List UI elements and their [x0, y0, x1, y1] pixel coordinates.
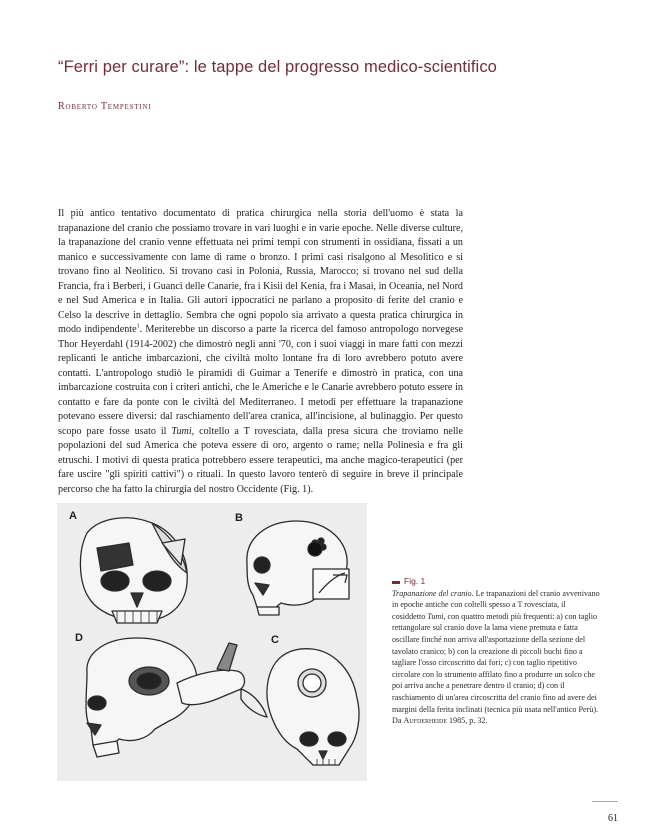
panel-label-c: C — [271, 634, 279, 646]
skull-d — [86, 638, 267, 757]
caption-source-ref: 1985, p. 32. — [446, 716, 488, 726]
caption-head-row — [392, 576, 600, 588]
caption-marker-icon — [392, 581, 400, 584]
skull-a — [80, 518, 187, 623]
body-text-part-2: . Meriterebbe un discorso a parte la ricerca del famoso antropologo norvegese Thor Heyerdahl (1914-2002) che dimostrò negli anni '70, con i suoi viaggi in mare fatti con mezzi replicanti le antiche imbarcazioni, che civiltà molto lontane fra di loro avrebbero potuto avere contatti. L'antropologo studiò le piramidi di Guimar a Tenerife e dimostrò in pratica, con una imbarcazione costruita con i criteri antichi, che le Americhe e le Canarie avrebbero potuto essere in contatto e fare da ponte con le civiltà del Mediterraneo. I metodi per effettuare la trapanazione potevano essere diversi: dal raschiamento dell'area cranica, all'incisione, al bulinaggio. Per questo scopo pare fosse usato il — [58, 324, 464, 437]
body-text-part-1: Il più antico tentativo documentato di pratica chirurgica nella storia dell'uomo è stata la trapanazione del cranio che possiamo trovare in vari luoghi e in varie epoche. Nelle diverse culture, la trapanazione del cranio venne effettuata nei primi tempi con strumenti in ossidiana, fissati a un manico e successivamente con lame di rame o bronzo. I primi casi risalgono al Mesolitico e si trovano fino al Neolitico. Si trovano casi in Polonia, Russia, Marocco; si trovano nel sud della Francia, fra i Berberi, i Guanci delle Canarie, fra i Kisii del Kenia, fra i Masai, in Oceania, nel Nord e nel Sud America e in Italia. Gli autori ippocratici ne parlano a proposito di ferite del cranio e Celso la descrive in dettaglio. Sembra che ogni popolo sia arrivato a questa pratica chirurgica in modo indipendente — [58, 208, 463, 335]
page-number-rule — [592, 801, 618, 802]
body-paragraph — [58, 207, 463, 497]
body-text-part-3: , coltello a T rovesciata, dalla presa sicura che troviamo nelle popolazioni del sud America che poteva essere di oro, argento o rame; nella Polinesia e fra gli etruschi. I motivi di questa pratica potrebbero essere terapeutici, ma anche magico-terapeutici (per fare uscire "gli spiriti cattivi") o rituali. In questo lavoro tenterò di seguire in breve il principale percorso che ha fatto la chirurgia del nostro Occidente (Fig. 1). — [58, 425, 463, 495]
caption-tumi: Tumi — [427, 611, 444, 621]
caption-title: Trapanazione del cranio — [392, 588, 472, 598]
skull-c — [267, 649, 359, 765]
article-author: Roberto Tempestini — [58, 101, 152, 112]
article-title: “Ferri per curare”: le tappe del progresso medico-scientifico — [58, 58, 497, 76]
panel-label-b: B — [235, 512, 243, 524]
figure-caption — [392, 576, 600, 727]
skull-b — [247, 521, 349, 615]
caption-source-name: Aufderheide — [403, 716, 447, 726]
panel-label-d: D — [75, 632, 83, 644]
skull-trepanation-figure — [57, 503, 367, 781]
caption-text — [392, 588, 600, 727]
footnote-ref[interactable]: 1 — [136, 323, 140, 330]
caption-head: Fig. 1 — [404, 576, 426, 586]
caption-part-1: . Le trapanazioni del cranio avvenivano in epoche antiche con coltelli spesso a T rovesciata, il cosiddetto — [392, 588, 600, 621]
page-number: 61 — [608, 813, 618, 824]
skull-illustration — [57, 503, 367, 781]
panel-label-a: A — [69, 510, 77, 522]
tumi-term: Tumi — [171, 425, 192, 437]
caption-part-2: , con quattro metodi più frequenti: a) con taglio rettangolare sul cranio dove la lama viene premuta e fatta oscillare finché non arriva all'asportazione della sezione del tavolato cranico; b) con la creazione di piccoli buchi fino a tagliare l'osso circoscritto dai fori; c) con taglio ripetitivo circolare con lo strumento affilato fino a produrre un solco che poi arriva anche a penetrare dentro il cranio; d) con il raschiamento di un'area circoscritta del cranio fino ad avere dei margini della ferita inclinati (tecnica più usata nell'antico Perù). Da — [392, 611, 599, 726]
